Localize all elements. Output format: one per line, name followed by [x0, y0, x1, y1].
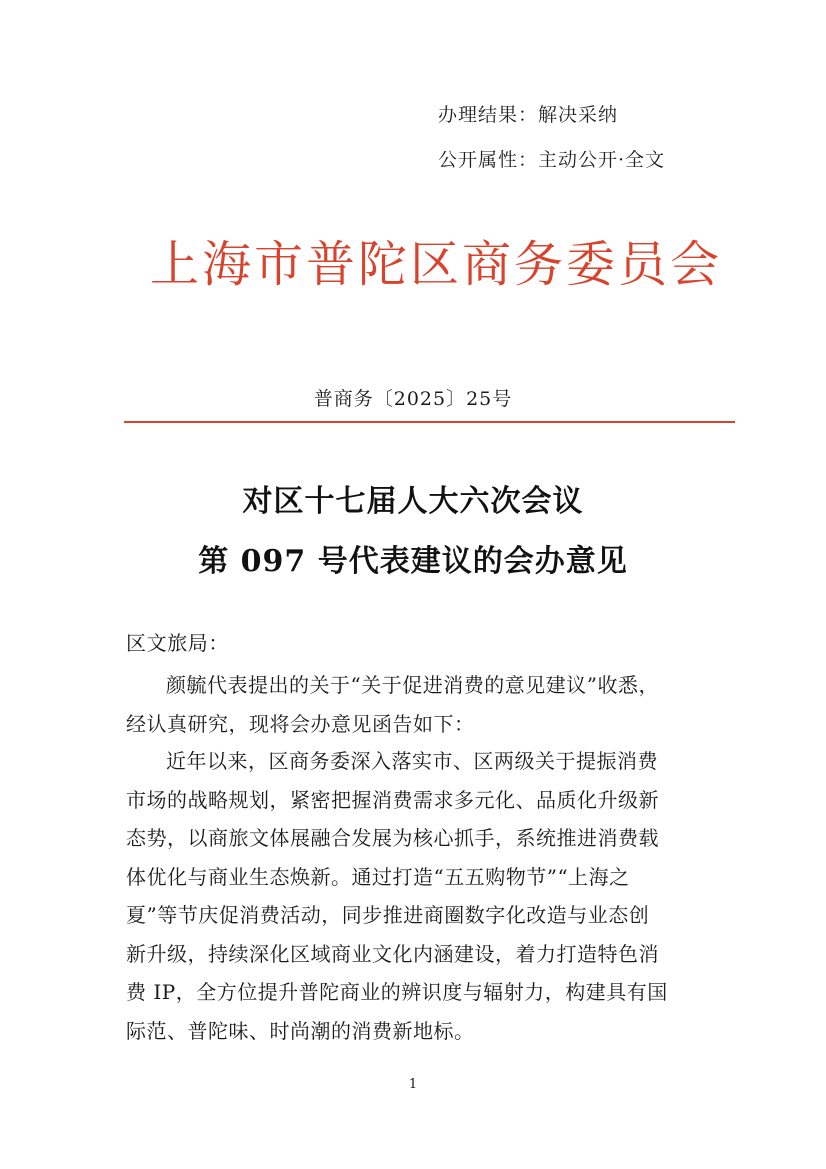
- document-title-line-2: 第 097 号代表建议的会办意见: [198, 544, 628, 579]
- paragraph-acknowledgement: [126, 666, 710, 743]
- paragraph-line: 夏”等节庆促消费活动，同步推进商圈数字化改造与业态创: [126, 903, 650, 927]
- salutation: 区文旅局：: [126, 631, 229, 655]
- page-number: 1: [408, 1077, 418, 1092]
- paragraph-line: 际范、普陀味、时尚潮的消费新地标。: [126, 1018, 475, 1043]
- red-divider-line: [124, 421, 735, 423]
- document-number: 普商务〔2025〕25号: [313, 388, 513, 410]
- paragraph-line: 颜毓代表提出的关于“关于促进消费的意见建议”收悉，: [166, 673, 659, 697]
- handling-result: 办理结果：解决采纳: [438, 104, 619, 126]
- paragraph-line: 经认真研究，现将会办意见函告如下：: [126, 711, 475, 736]
- paragraph-line: 新升级，持续深化区域商业文化内涵建设，着力打造特色消: [126, 941, 659, 966]
- paragraph-line: 近年以来，区商务委深入落实市、区两级关于提振消费: [166, 749, 658, 773]
- document-title-line-1: 对区十七届人大六次会议: [242, 484, 584, 519]
- paragraph-line: 态势，以商旅文体展融合发展为核心抓手，系统推进消费载: [126, 826, 659, 850]
- paragraph-line: 体优化与商业生态焕新。通过打造“五五购物节”“上海之: [126, 864, 630, 889]
- paragraph-opinion: [126, 742, 710, 1050]
- issuer-heading: 上海市普陀区商务委员会: [150, 236, 723, 293]
- disclosure-attribute: 公开属性：主动公开·全文: [438, 149, 666, 171]
- paragraph-line: 费 IP，全方位提升普陀商业的辨识度与辐射力，构建具有国: [126, 980, 668, 1004]
- paragraph-line: 市场的战略规划，紧密把握消费需求多元化、品质化升级新: [126, 787, 659, 812]
